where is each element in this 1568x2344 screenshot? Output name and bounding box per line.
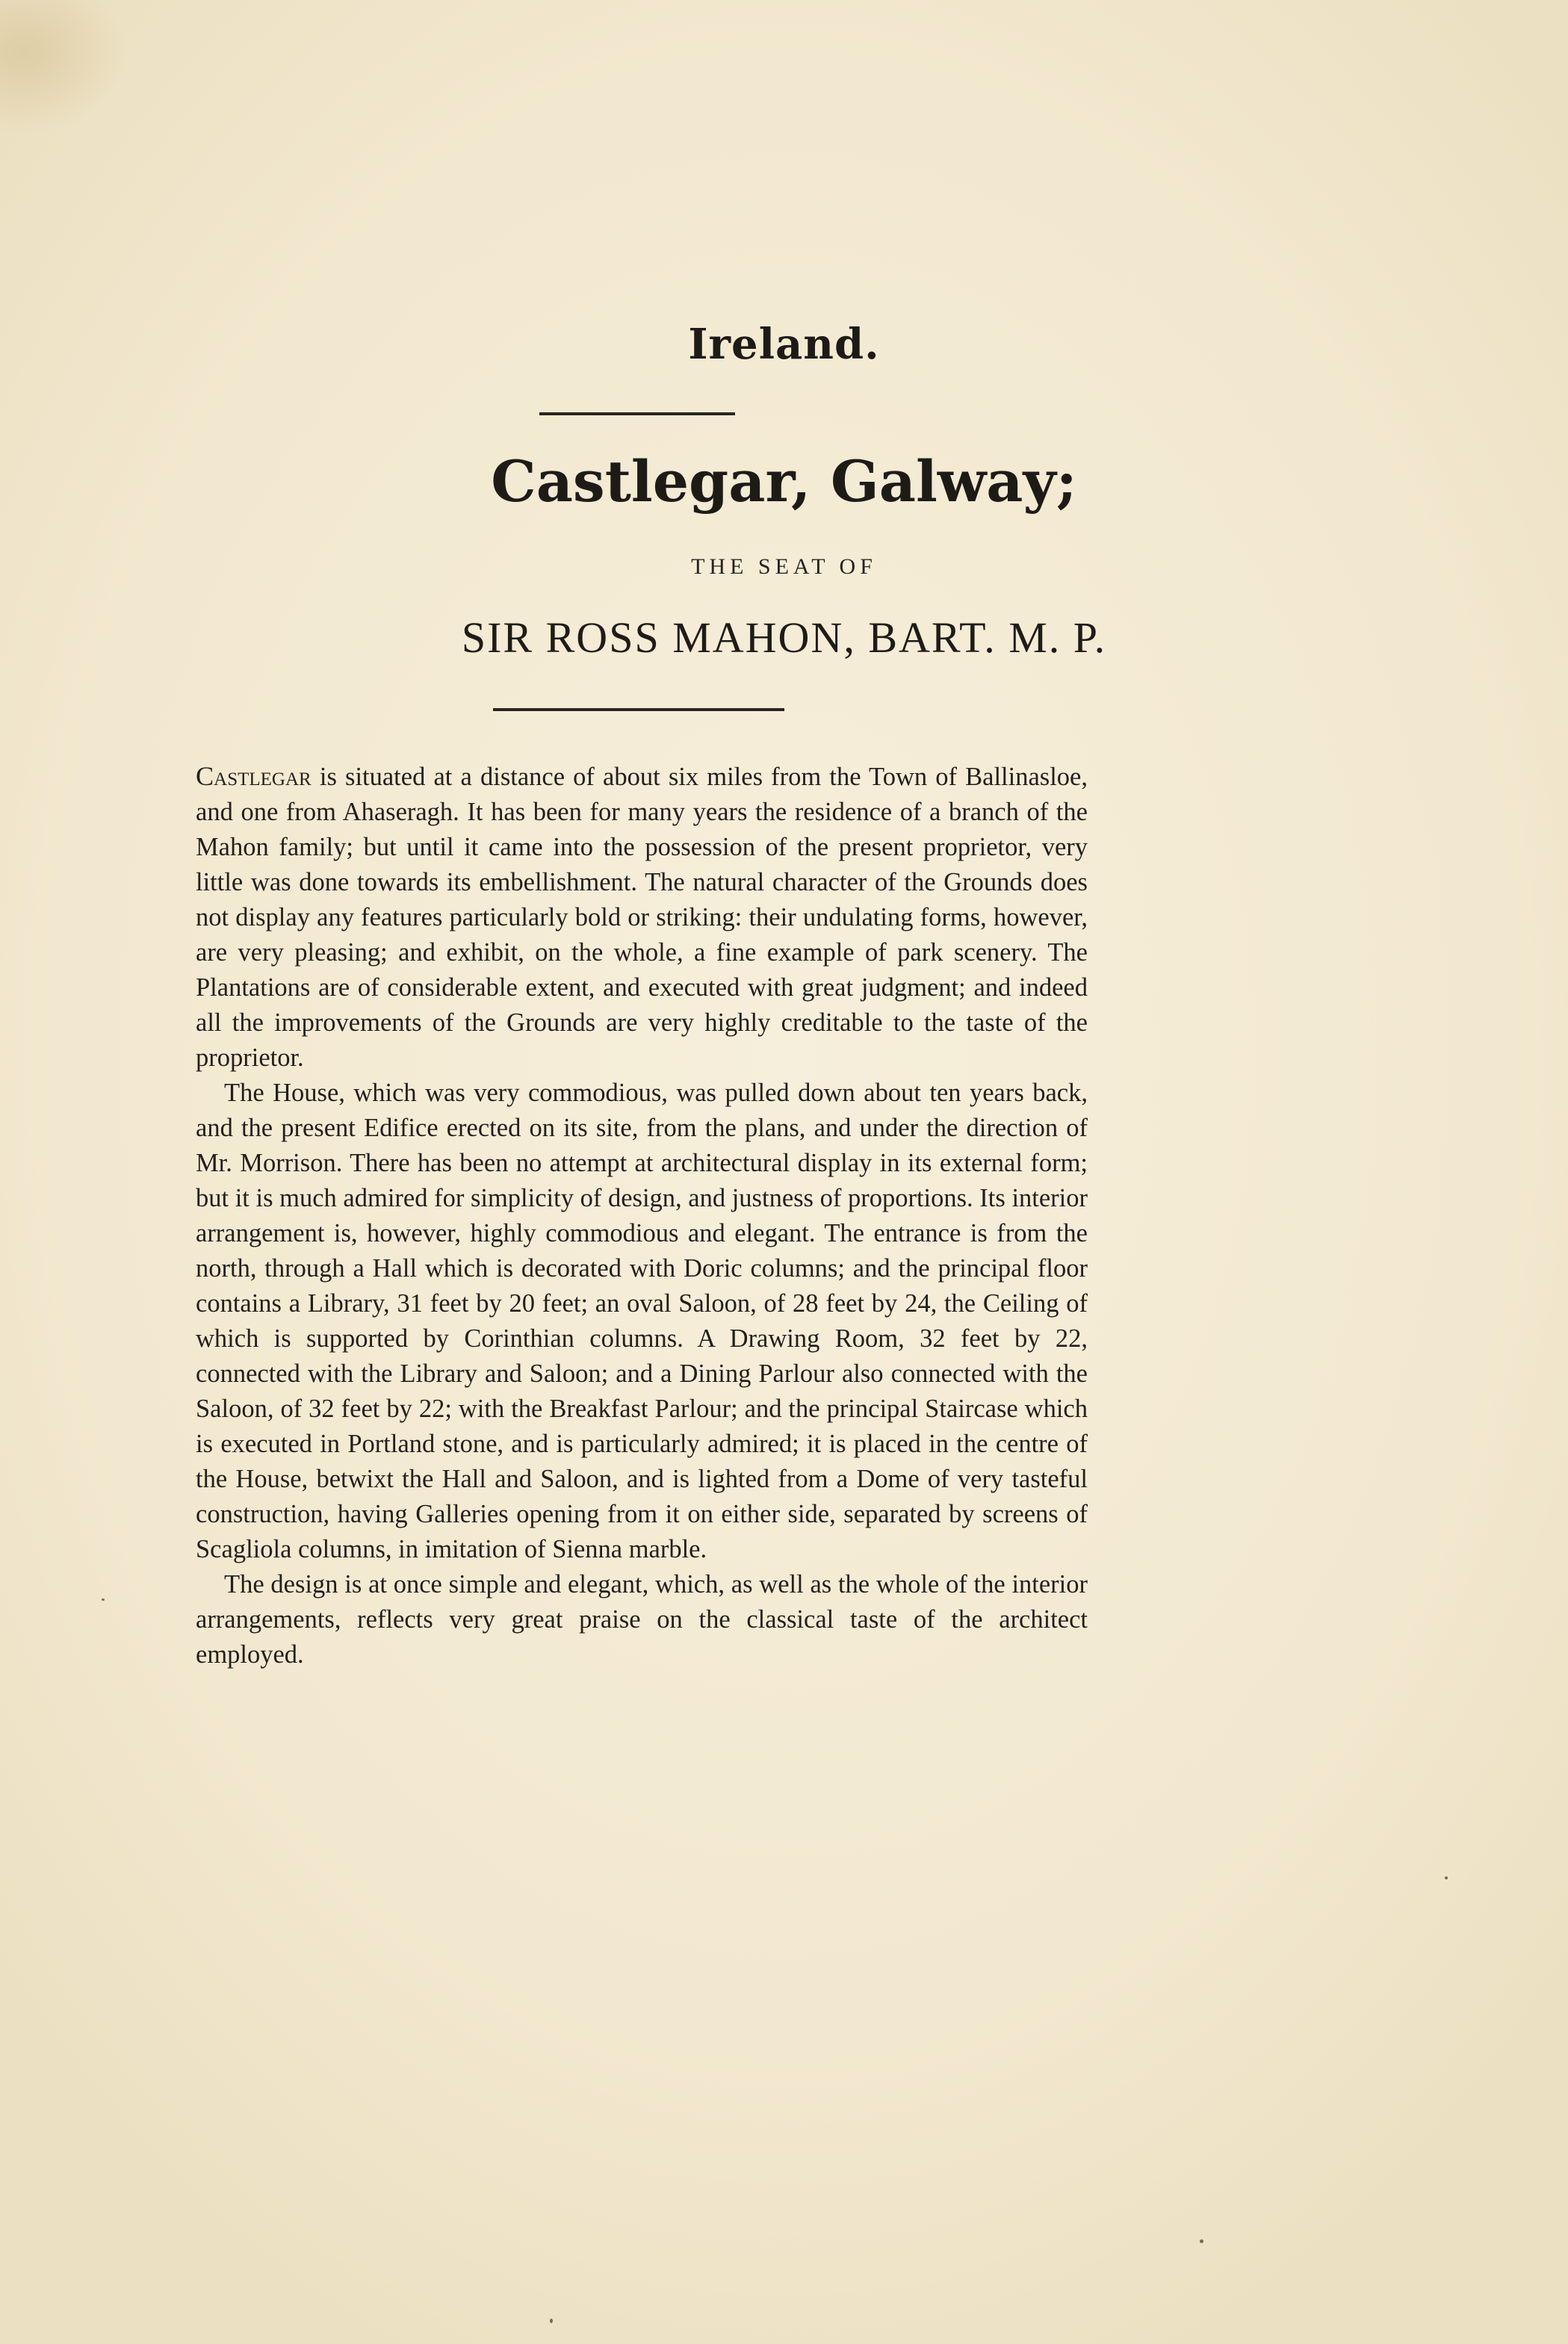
- owner-name: SIR ROSS MAHON, BART. M. P.: [461, 613, 1107, 662]
- paper-speck: [1445, 1876, 1448, 1879]
- paper-speck: [1200, 2239, 1203, 2243]
- paragraph-2: The House, which was very commodious, was pulled down about ten years back, and the present Edifice erected on its site, from the plans, and under the direction of Mr. Morrison. There has been no attempt at architectural display in its external form; but it is much admired for simplicity of design, and justness of proportions. Its interior arrangement is, however, highly commodious and elegant. The entrance is from the north, through a Hall which is decorated with Doric columns; and the principal floor contains a Library, 31 feet by 20 feet; an oval Saloon, of 28 feet by 24, the Ceiling of which is supported by Corinthian columns. A Drawing Room, 32 feet by 22, connected with the Library and Saloon; and a Dining Parlour also connected with the Saloon, of 32 feet by 22; with the Breakfast Parlour; and the principal Staircase which is executed in Portland stone, and is particularly admired; it is placed in the centre of the House, betwixt the Hall and Saloon, and is lighted from a Dome of very tasteful construction, having Galleries opening from it on either side, separated by screens of Scagliola columns, in imitation of Sienna marble.: [196, 1079, 1088, 1563]
- divider-rule-bottom: [493, 708, 784, 711]
- body-text: [196, 759, 1088, 1672]
- paragraph-3: The design is at once simple and elegant, which, as well as the whole of the interior arrangements, reflects very great praise on the classical taste of the architect employed.: [196, 1570, 1088, 1669]
- place-heading: Castlegar, Galway;: [491, 448, 1077, 515]
- paper-speck: [102, 1599, 105, 1601]
- paragraph-1: [196, 759, 1088, 1076]
- paragraph-lead-word: Castlegar: [196, 761, 312, 791]
- seat-of-label: THE SEAT OF: [691, 554, 877, 579]
- section-heading: Ireland.: [688, 320, 880, 369]
- paragraph-1-text: is situated at a distance of about six miles from the Town of Ballinasloe, and one from Ahaseragh. It has been for many years the residence of a branch of the Mahon family; but until it came into the possession of the present proprietor, very little was done towards its embellishment. The natural character of the Grounds does not display any features particularly bold or striking: their undulating forms, however, are very pleasing; and exhibit, on the whole, a fine example of park scenery. The Plantations are of considerable extent, and executed with great judgment; and indeed all the improvements of the Grounds are very highly creditable to the taste of the proprietor.: [196, 763, 1088, 1072]
- divider-rule-top: [539, 412, 735, 415]
- paper-speck: [550, 2319, 553, 2323]
